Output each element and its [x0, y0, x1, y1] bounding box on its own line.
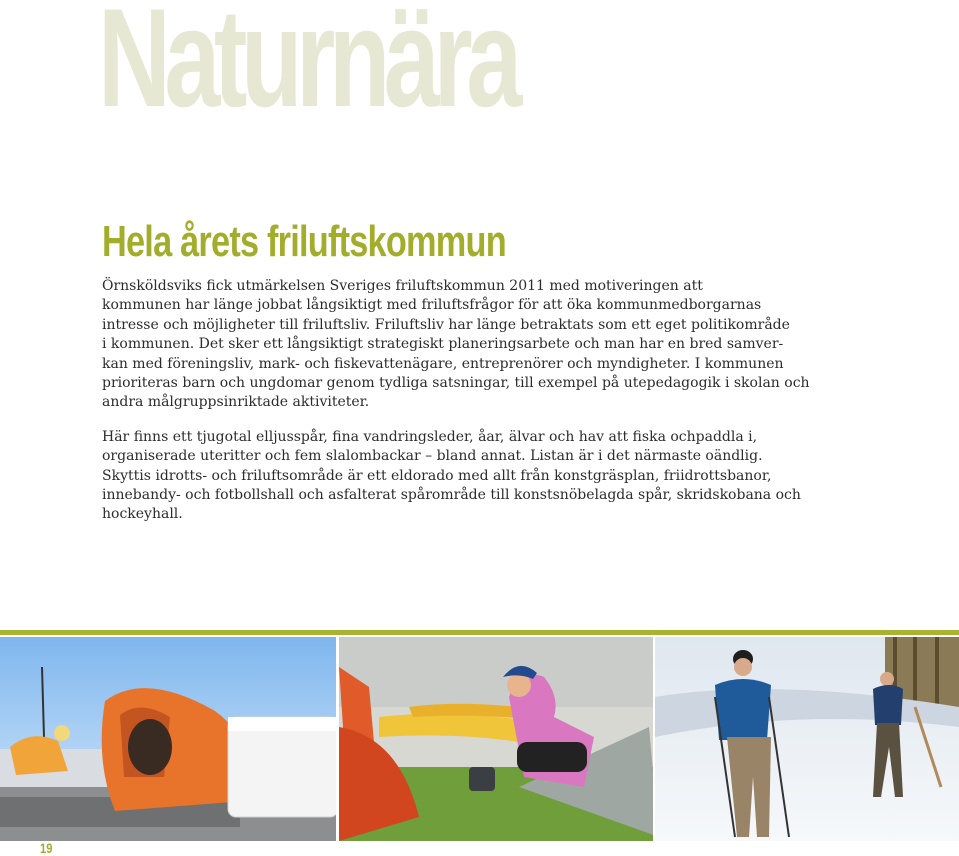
photo-ice-fishing — [0, 637, 336, 841]
paragraph-2 — [102, 428, 802, 525]
photo-camping-kayak — [339, 637, 653, 841]
text-line: innebandy- och fotbollshall och asfalterat spårområde till konstsnöbelagda spår, skridskobana och — [102, 487, 801, 504]
divider-rule — [0, 630, 959, 635]
text-line: intresse och möjligheter till friluftsliv. Friluftsliv har länge betraktats som ett eget politikområde — [102, 316, 790, 333]
text-line: Här finns ett tjugotal elljusspår, fina vandringsleder, åar, älvar och hav att fiska ochpaddla i, — [102, 428, 758, 445]
page-number: 19 — [40, 840, 53, 856]
text-line: kommunen har länge jobbat långsiktigt med friluftsfrågor för att öka kommunmedborgarnas — [102, 297, 762, 314]
text-line: Örnsköldsviks fick utmärkelsen Sveriges friluftskommun 2011 med motiveringen att — [102, 278, 703, 294]
page-title: Naturnära — [98, 0, 516, 136]
text-line: Skyttis idrotts- och friluftsområde är ett eldorado med allt från konstgräsplan, friidrottsbanor, — [102, 467, 772, 484]
section-heading: Hela årets friluftskommun — [102, 217, 506, 266]
text-line: i kommunen. Det sker ett långsiktigt strategiskt planeringsarbete och man har en bred samver- — [102, 336, 784, 353]
text-line: kan med föreningsliv, mark- och fiskevattenägare, entreprenörer och myndigheter. I kommunen — [102, 355, 784, 372]
text-line: andra målgruppsinriktade aktiviteter. — [102, 394, 370, 411]
photo-skiing — [655, 637, 959, 841]
paragraph-1 — [102, 277, 810, 413]
text-line: hockeyhall. — [102, 506, 183, 523]
text-line: organiserade uteritter och fem slalombackar – bland annat. Listan är i det närmaste oändlig. — [102, 448, 763, 465]
text-line: prioriteras barn och ungdomar genom tydliga satsningar, till exempel på utepedagogik i skolan och — [102, 375, 810, 392]
body-text — [102, 277, 810, 525]
